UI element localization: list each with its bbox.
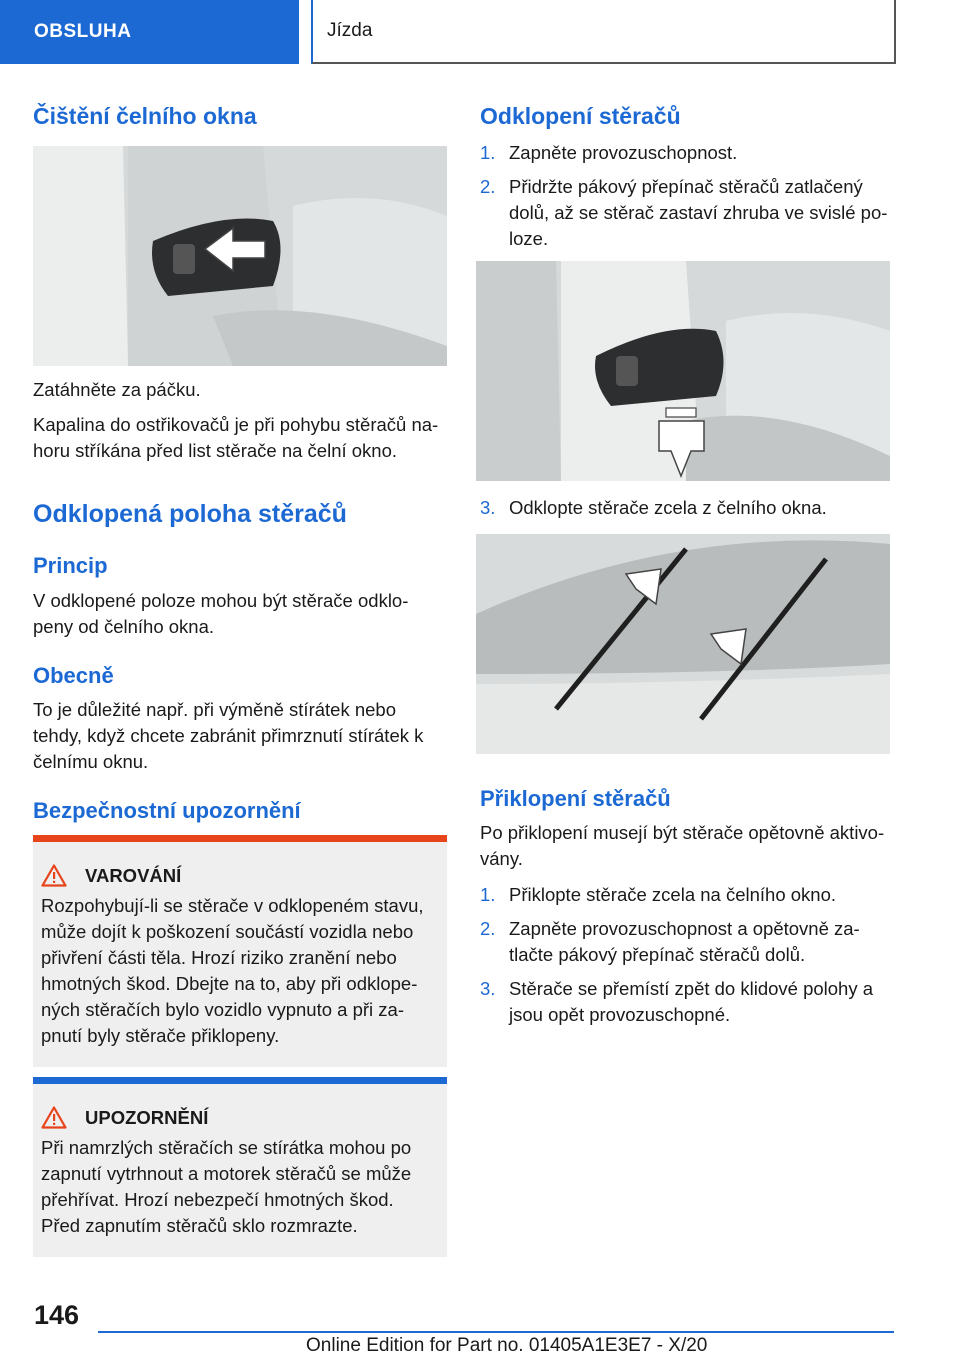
notice-title: UPOZORNĚNÍ xyxy=(85,1106,209,1128)
photo-wiper-lever-down xyxy=(476,261,890,481)
wipers-fold-illustration xyxy=(476,534,890,754)
warning-bar xyxy=(33,835,447,842)
page-number: 146 xyxy=(34,1300,80,1330)
notice-line: přehřívat. Hrozí nebezpečí hmotných škod. xyxy=(41,1189,394,1210)
chapter-title: Jízda xyxy=(311,0,896,64)
warning-title-row xyxy=(41,864,447,887)
warning-triangle-icon xyxy=(41,1106,67,1129)
heading-general: Obecně xyxy=(33,663,114,688)
step-number: 2. xyxy=(480,176,496,197)
step-number: 1. xyxy=(480,142,496,163)
step-text: Odklopte stěrače zcela z čelního okna. xyxy=(509,497,827,518)
step-number: 3. xyxy=(480,978,496,999)
general-l2: tehdy, když chcete zabránit přimrznutí stírátek k xyxy=(33,725,424,746)
photo-wipers-folded xyxy=(476,534,890,754)
heading-folded-position: Odklopená poloha stěračů xyxy=(33,500,347,528)
notice-line: zapnutí vytrhnout a motorek stěračů se může xyxy=(41,1163,412,1184)
cleaning-text-l1: Kapalina do ostřikovačů je při pohybu stěračů na- xyxy=(33,414,439,435)
step-text: loze. xyxy=(509,228,549,249)
list-item xyxy=(480,976,900,1028)
warning-title: VAROVÁNÍ xyxy=(85,864,182,886)
step-text: Stěrače se přemístí zpět do klidové polohy a xyxy=(509,978,874,999)
warning-line: Rozpohybují-li se stěrače v odklopeném stavu, xyxy=(41,895,424,916)
general-l3: čelnímu oknu. xyxy=(33,751,149,772)
step-number: 1. xyxy=(480,884,496,905)
footer-divider xyxy=(98,1331,894,1333)
warning-line: pnutí byly stěrače přiklopeny. xyxy=(41,1025,280,1046)
list-item xyxy=(480,495,900,521)
list-item xyxy=(480,174,900,252)
warning-line: hmotných škod. Dbejte na to, aby při odklope- xyxy=(41,973,418,994)
warning-line: přivření části těla. Hrozí riziko zranění nebo xyxy=(41,947,397,968)
list-item xyxy=(480,140,900,166)
heading-fold-out: Odklopení stěračů xyxy=(480,103,681,129)
heading-principle: Princip xyxy=(33,553,108,578)
step-number: 2. xyxy=(480,918,496,939)
fold-out-steps xyxy=(480,140,900,260)
cleaning-text-l2: horu stříkána před list stěrače na čelní okno. xyxy=(33,440,398,461)
warning-line: může dojít k poškození součástí vozidla nebo xyxy=(41,921,414,942)
list-item xyxy=(480,916,900,968)
heading-cleaning: Čištění čelního okna xyxy=(33,103,257,129)
step-number: 3. xyxy=(480,497,496,518)
warning-line: ných stěračích bylo vozidlo vypnuto a při za- xyxy=(41,999,404,1020)
step-text: jsou opět provozuschopné. xyxy=(509,1004,731,1025)
notice-line: Před zapnutím stěračů sklo rozmrazte. xyxy=(41,1215,358,1236)
step-text: Zapněte provozuschopnost. xyxy=(509,142,738,163)
notice-box xyxy=(33,1077,447,1257)
fold-in-steps xyxy=(480,882,900,1036)
lever-pull-illustration xyxy=(33,146,447,366)
notice-text xyxy=(41,1135,447,1239)
fold-in-text-l1: Po přiklopení musejí být stěrače opětovně aktivo- xyxy=(480,822,885,843)
lever-push-down-illustration xyxy=(476,261,890,481)
cleaning-instruction: Zatáhněte za páčku. xyxy=(33,379,201,400)
notice-line: Při namrzlých stěračích se stírátka mohou po xyxy=(41,1137,412,1158)
principle-l1: V odklopené poloze mohou být stěrače odklo- xyxy=(33,590,409,611)
notice-bar xyxy=(33,1077,447,1084)
warning-text xyxy=(41,893,447,1049)
heading-safety: Bezpečnostní upozornění xyxy=(33,798,301,823)
section-tab: OBSLUHA xyxy=(0,0,299,64)
step-text: dolů, až se stěrač zastaví zhruba ve svislé po- xyxy=(509,202,888,223)
fold-out-step-3 xyxy=(480,495,900,529)
heading-fold-in: Přiklopení stěračů xyxy=(480,786,671,811)
warning-box xyxy=(33,835,447,1067)
notice-title-row xyxy=(41,1106,447,1129)
step-text: Přidržte pákový přepínač stěračů zatlačený xyxy=(509,176,863,197)
edition-text: Online Edition for Part no. 01405A1E3E7 - X/20 xyxy=(306,1335,708,1356)
step-text: Přiklopte stěrače zcela na čelního okno. xyxy=(509,884,837,905)
fold-in-text-l2: vány. xyxy=(480,848,523,869)
list-item xyxy=(480,882,900,908)
step-text: tlačte pákový přepínač stěračů dolů. xyxy=(509,944,806,965)
photo-wiper-lever-pull xyxy=(33,146,447,366)
principle-l2: peny od čelního okna. xyxy=(33,616,215,637)
step-text: Zapněte provozuschopnost a opětovně za- xyxy=(509,918,860,939)
general-l1: To je důležité např. při výměně stírátek nebo xyxy=(33,699,396,720)
warning-triangle-icon xyxy=(41,864,67,887)
